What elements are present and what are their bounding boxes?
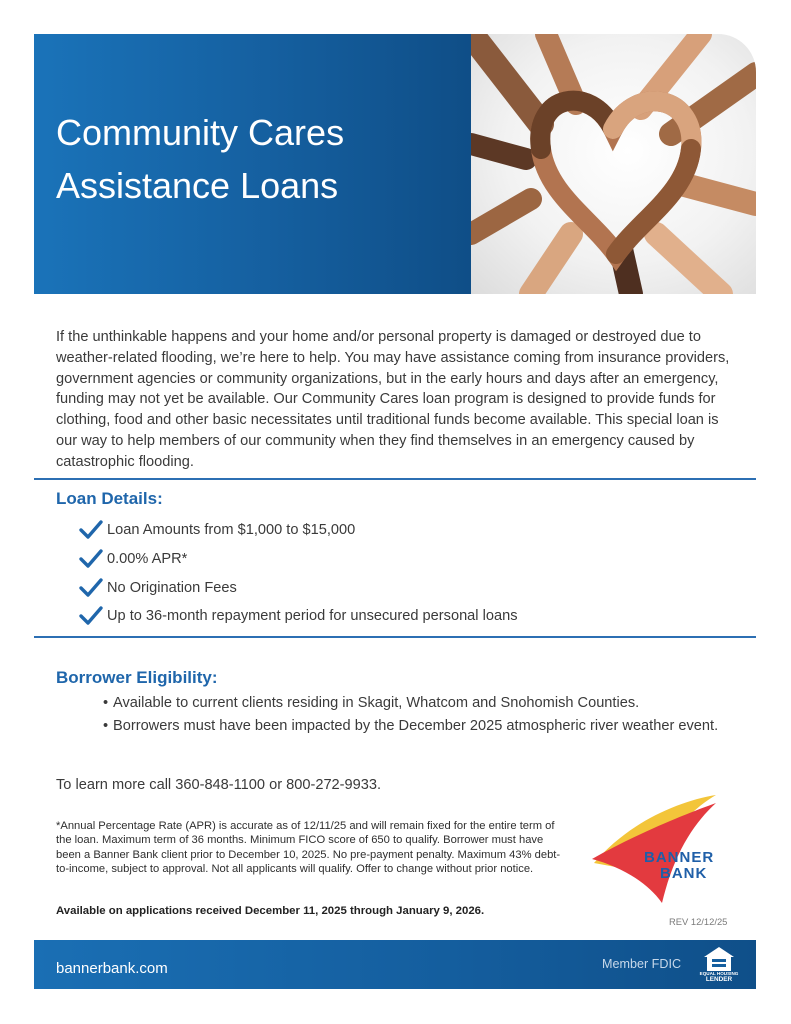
page-title xyxy=(56,106,344,212)
website-link[interactable]: bannerbank.com xyxy=(56,960,168,977)
checkmark-icon xyxy=(78,519,104,541)
checkmark-icon xyxy=(78,548,104,570)
contact-line: To learn more call 360-848-1100 or 800-272-9933. xyxy=(56,777,382,793)
sail-logo-icon xyxy=(588,793,740,903)
list-item xyxy=(103,715,723,738)
hands-heart-photo xyxy=(471,34,756,294)
list-item xyxy=(78,602,518,631)
logo-wordmark-line1: BANNER xyxy=(644,849,715,866)
eligibility-text: Available to current clients residing in Skagit, Whatcom and Snohomish Counties. xyxy=(113,695,640,711)
hands-heart-illustration xyxy=(471,34,756,294)
page-title-line1: Community Cares xyxy=(56,112,345,153)
apr-disclosure: *Annual Percentage Rate (APR) is accurate as of 12/11/25 and will remain fixed for the entire term of the loan. Maximum term of 36 months. Minimum FICO score of 650 to qualify. Borrower must have been a Banner Bank client prior to December 10, 2025. No pre-payment penalty. Maximum 43% debt-to-income, subject to approval. Not all applicants will qualify. Offer to change without prior notice. xyxy=(56,820,561,876)
list-item xyxy=(78,516,518,545)
logo-wordmark-line2: BANK xyxy=(660,865,708,882)
loan-detail-text: Loan Amounts from $1,000 to $15,000 xyxy=(107,522,356,539)
bullet-icon: • xyxy=(103,695,109,711)
banner-bank-logo xyxy=(588,793,740,903)
section-divider xyxy=(34,478,756,480)
list-item xyxy=(103,692,723,715)
checkmark-icon xyxy=(78,577,104,599)
bullet-icon: • xyxy=(103,717,109,734)
loan-detail-text: No Origination Fees xyxy=(107,579,237,596)
list-item xyxy=(78,545,518,574)
loan-details-heading: Loan Details: xyxy=(56,489,163,508)
checkmark-icon xyxy=(78,605,104,627)
lender-label: LENDER xyxy=(705,976,733,983)
list-item xyxy=(78,573,518,602)
revision-date: REV 12/12/25 xyxy=(669,916,728,927)
hero-banner xyxy=(34,34,756,294)
equal-housing-label: EQUAL HOUSING xyxy=(699,971,739,976)
intro-paragraph: If the unthinkable happens and your home and/or personal property is damaged or destroyed due to weather-related flooding, we’re here to help. You may have assistance coming from insurance providers, government agencies or community organizations, but in the early hours and days after an emergency, funding may not yet be available. Our Community Cares loan program is designed to provide funds for clothing, food and other basic necessitates until traditional funds become available. This special loan is our way to help members of our community when they find themselves in an emergency caused by catastrophic flooding. xyxy=(56,329,730,470)
eligibility-heading: Borrower Eligibility: xyxy=(56,668,218,687)
loan-detail-text: Up to 36-month repayment period for unsecured personal loans xyxy=(107,608,518,625)
eligibility-text: Borrowers must have been impacted by the December 2025 atmospheric river weather event. xyxy=(113,717,719,734)
member-fdic-label: Member FDIC xyxy=(602,957,682,971)
footer-bar xyxy=(34,940,756,989)
loan-details-list xyxy=(78,516,518,631)
eligibility-list xyxy=(103,692,723,737)
hero-title-panel xyxy=(34,34,471,294)
availability-dates: Available on applications received December 11, 2025 through January 9, 2026. xyxy=(56,905,485,917)
section-divider xyxy=(34,636,756,638)
equal-housing-lender-icon xyxy=(699,945,739,983)
page-title-line2: Assistance Loans xyxy=(56,165,339,206)
loan-detail-text: 0.00% APR* xyxy=(107,551,188,568)
